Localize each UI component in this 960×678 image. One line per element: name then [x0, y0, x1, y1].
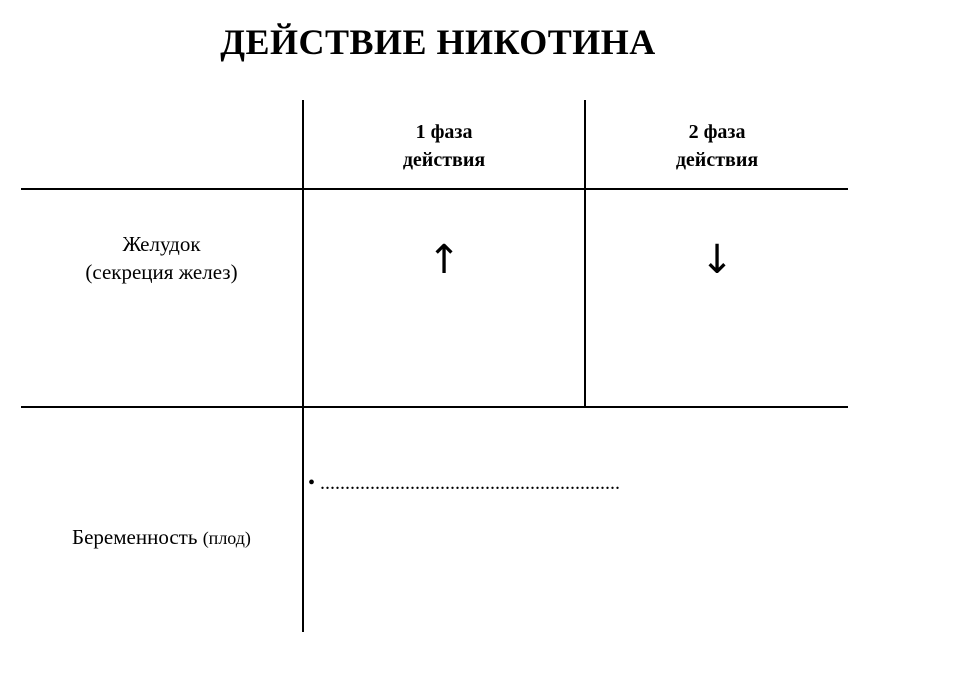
row-label-pregnancy: [21, 523, 302, 552]
arrow-down-icon: ↓: [700, 237, 734, 283]
column-header-phase-1: [304, 118, 584, 174]
column-header-phase-1-line2: действия: [402, 149, 486, 171]
row-label-pregnancy-main: Беременность: [72, 525, 198, 549]
column-header-phase-2-line2: действия: [675, 149, 759, 171]
row-label-stomach-line2: (секреция желез): [85, 260, 238, 284]
column-header-phase-1-line1: 1 фаза: [415, 121, 473, 143]
table-row-divider: [21, 406, 848, 408]
table-label-column-divider: [302, 100, 304, 632]
column-header-phase-2-line1: 2 фаза: [688, 121, 746, 143]
row-label-pregnancy-sub: (плод): [202, 528, 251, 548]
page-title: ДЕЙСТВИЕ НИКОТИНА: [220, 22, 656, 62]
row-label-stomach: [21, 230, 302, 286]
arrow-up-icon: ↑: [427, 237, 461, 283]
row-label-stomach-line1: Желудок: [122, 232, 201, 256]
column-header-phase-2: [586, 118, 848, 174]
table-header-divider: [21, 188, 848, 190]
pregnancy-placeholder-dots: • ............................................................: [308, 472, 621, 494]
